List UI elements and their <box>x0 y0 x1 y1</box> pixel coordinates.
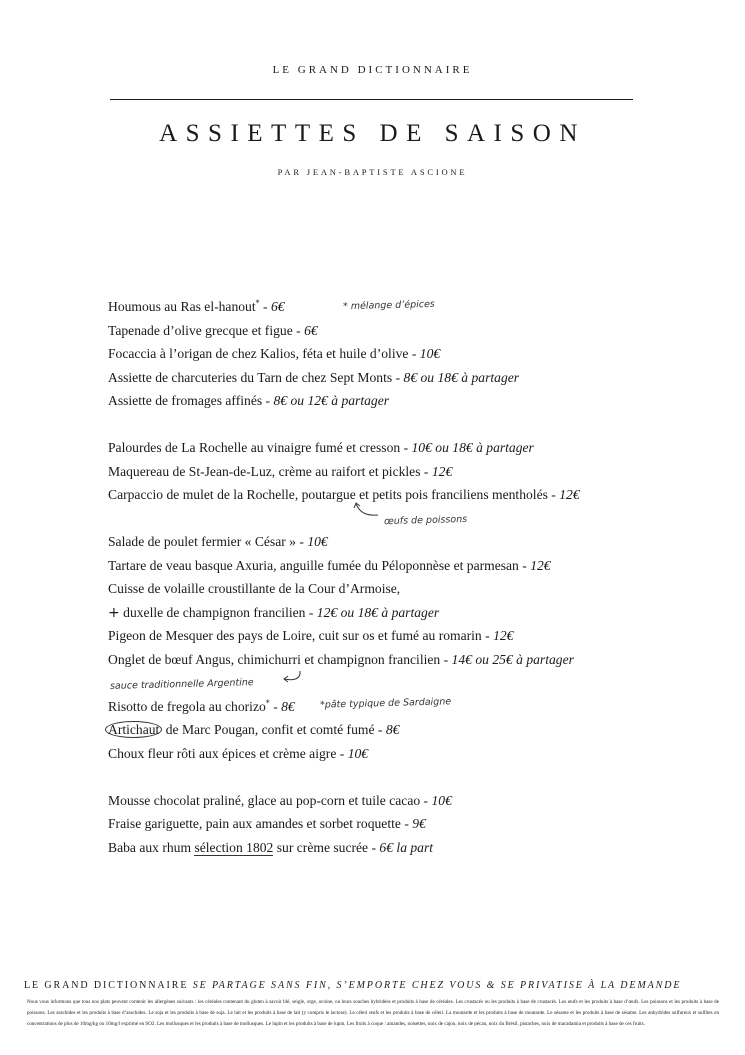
menu-item: Assiette de fromages affinés - 8€ ou 12€ à partager <box>108 393 390 408</box>
menu-item: + duxelle de champignon francilien - 12€ ou 18€ à partager <box>108 604 440 621</box>
item-price: 12€ <box>493 628 514 643</box>
item-price: 12€ <box>431 463 453 479</box>
item-price: 10€ <box>347 745 369 761</box>
item-price: 12€ <box>530 557 551 573</box>
item-price: 10€ ou 18€ à partager <box>411 440 534 455</box>
item-price: 12€ <box>559 487 580 502</box>
menu-item: Tapenade d’olive grecque et figue - 6€ <box>108 322 318 338</box>
asterisk-mark: * <box>265 697 270 707</box>
page-title: ASSIETTES DE SAISON <box>159 120 586 147</box>
page-subtitle: PAR JEAN-BAPTISTE ASCIONE <box>277 167 468 177</box>
menu-item: Choux fleur rôti aux épices et crème aigre - 10€ <box>108 745 369 761</box>
underlined-word: sélection 1802 <box>194 839 274 855</box>
menu-item: Houmous au Ras el-hanout* - 6€ * mélange d’épices <box>108 295 728 319</box>
menu-item: Cuisse de volaille croustillante de la Cour d’Armoise, <box>108 581 401 596</box>
item-price: 14€ ou 25€ à partager <box>451 651 574 667</box>
brand-header: LE GRAND DICTIONNAIRE <box>272 64 473 76</box>
item-price: 6€ <box>270 299 285 314</box>
allergen-notice: Nous vous informons que tous nos plats peuvent contenir les allergènes suivants : les céréales contenant du gluten à savoir blé, seigle, orge, avoine, ou leurs souches hybridées et produits à base de céréales. Les crustacés ou les produits à base de crustacés. Les œufs et les produits à base d’œufs. Les poissons et les produits à base de poissons. Les arachides et les produits à base d’arachides. Le soja et les produits à base de soja. Le lait et les produits à base de lait (y compris le lactose). Le céleri œufs et les produits à base de céleri. La moutarde et les produits à base de moutarde. Le sésame et les produits à base de sésame. Les anhydrides sulfureux et sulfites en concentrations de plus de 10mg/kg ou 10mg/l exprimé en SO2. Les mollusques et les produits à base de mollusques. Le lupin et les produits à base de lupin. Les fruits à coque : amandes, noisettes, noix de cajou, noix de pécan, noix du Brésil, pistaches, noix de macadamia et produits à base de ces fruits. <box>27 999 719 1027</box>
menu-item: Fraise gariguette, pain aux amandes et sorbet roquette - 9€ <box>108 816 426 831</box>
menu-item: Mousse chocolat praliné, glace au pop-corn et tuile cacao - 10€ <box>108 792 452 808</box>
circled-word: Artichaut <box>105 721 162 738</box>
item-price: 8€ <box>385 722 400 737</box>
item-price: 8€ <box>281 698 295 714</box>
handwritten-note-roe: œufs de poissons <box>383 513 468 527</box>
footer-heading <box>24 980 724 991</box>
menu-item: Onglet de bœuf Angus, chimichurri et champignon francilien - 14€ ou 25€ à partager <box>108 651 574 667</box>
menu-item: Assiette de charcuteries du Tarn de chez Sept Monts - 8€ ou 18€ à partager <box>108 369 520 385</box>
item-price: 9€ <box>412 816 426 831</box>
footer-tagline: SE PARTAGE SANS FIN, S’EMPORTE CHEZ VOUS & SE PRIVATISE À LA DEMANDE <box>192 980 682 991</box>
footer-brand: LE GRAND DICTIONNAIRE <box>24 980 189 991</box>
menu <box>108 295 728 859</box>
item-price: 6€ la part <box>379 839 434 855</box>
asterisk-mark: * <box>255 298 260 308</box>
curved-arrow-icon <box>282 669 304 685</box>
header-rule <box>110 99 633 100</box>
menu-item: Focaccia à l’origan de chez Kalios, féta et huile d’olive - 10€ <box>108 346 441 361</box>
menu-item: Tartare de veau basque Axuria, anguille fumée du Péloponnèse et parmesan - 12€ <box>108 557 551 573</box>
item-price: 6€ <box>304 322 318 338</box>
plus-mark: + <box>108 604 120 621</box>
section-gap <box>108 413 728 437</box>
menu-item: Artichaut de Marc Pougan, confit et comté fumé - 8€ <box>108 718 728 742</box>
menu-item: Risotto de fregola au chorizo* - 8€ *pâte typique de Sardaigne <box>108 695 728 719</box>
item-price: 12€ ou 18€ à partager <box>316 604 440 620</box>
item-price: 8€ ou 12€ à partager <box>273 393 390 408</box>
handwritten-note-fregola: *pâte typique de Sardaigne <box>319 695 452 711</box>
item-price: 10€ <box>307 534 328 549</box>
menu-item: Carpaccio de mulet de la Rochelle, poutargue et petits pois franciliens mentholés - 12€ <box>108 487 580 502</box>
item-price: 8€ ou 18€ à partager <box>403 369 520 385</box>
menu-item: Baba aux rhum sélection 1802 sur crème sucrée - 6€ la part <box>108 839 434 855</box>
handwritten-note-sauce: sauce traditionnelle Argentine <box>109 677 254 692</box>
item-price: 10€ <box>431 792 452 808</box>
curved-arrow-icon <box>351 501 381 521</box>
handwritten-note-spices: * mélange d’épices <box>342 298 435 313</box>
section-gap <box>108 765 728 789</box>
item-price: 10€ <box>419 346 441 361</box>
menu-item: Palourdes de La Rochelle au vinaigre fumé et cresson - 10€ ou 18€ à partager <box>108 440 534 455</box>
menu-item: Pigeon de Mesquer des pays de Loire, cuit sur os et fumé au romarin - 12€ <box>108 628 514 643</box>
annotation-row <box>108 507 728 531</box>
menu-item: Salade de poulet fermier « César » - 10€ <box>108 534 328 549</box>
menu-item: Maquereau de St-Jean-de-Luz, crème au raifort et pickles - 12€ <box>108 463 453 479</box>
